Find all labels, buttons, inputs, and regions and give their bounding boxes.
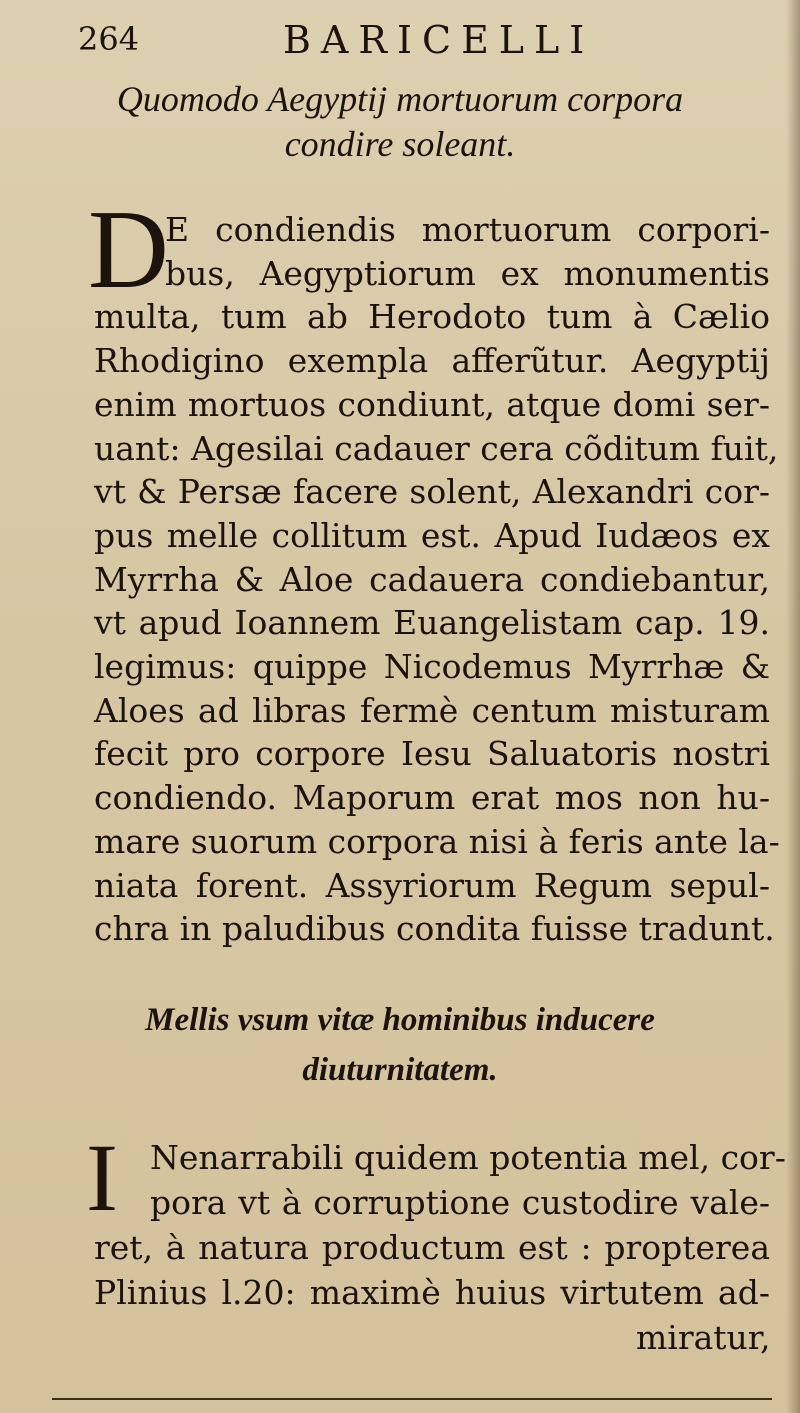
section-heading: Quomodo Aegyptij mortuorum corpora: [116, 79, 684, 119]
page-number: 264: [78, 20, 140, 58]
text-line: ret, à natura productum est : propterea: [94, 1228, 770, 1267]
running-head: [78, 14, 698, 64]
text-line: Nenarrabili quidem potentia mel, cor-: [150, 1138, 786, 1177]
text-line: vt apud Ioannem Euangelistam cap. 19.: [94, 603, 770, 643]
text-line: pus melle collitum est. Apud Iudæos ex: [94, 515, 770, 555]
drop-cap: I: [86, 1124, 118, 1231]
text-line: miratur,: [636, 1318, 771, 1357]
section-heading: Mellis vsum vitæ hominibus inducere: [145, 1002, 655, 1038]
text-line: condiendo. Maporum erat mos non hu-: [94, 778, 770, 818]
text-line: legimus: quippe Nicodemus Myrrhæ &: [94, 647, 770, 686]
text-line: pora vt à corruptione custodire vale-: [150, 1183, 770, 1222]
text-line: fecit pro corpore Iesu Saluatoris nostri: [94, 734, 770, 774]
text-line: mare suorum corpora nisi à feris ante la-: [94, 821, 780, 861]
text-line: Aloes ad libras fermè centum misturam: [94, 690, 770, 730]
text-line: enim mortuos condiunt, atque domi ser-: [94, 384, 770, 424]
text-line: multa, tum ab Herodoto tum à Cælio: [94, 297, 770, 337]
text-line: Rhodigino exempla afferũtur. Aegyptij: [94, 341, 770, 381]
text-line: vt & Persæ facere solent, Alexandri cor-: [94, 472, 770, 512]
text-line: niata forent. Assyriorum Regum sepul-: [94, 865, 770, 905]
text-line: Myrrha & Aloe cadauera condiebantur,: [94, 559, 770, 599]
text-line: chra in paludibus condita fuisse tradunt.: [94, 909, 775, 949]
bottom-rule: [52, 1398, 772, 1400]
running-title: BARICELLI: [283, 18, 595, 62]
text-line: E condiendis mortuorum corpori-: [165, 210, 770, 249]
section-heading: diuturnitatem.: [302, 1052, 498, 1088]
section-heading: condire soleant.: [284, 124, 516, 164]
text-line: uant: Agesilai cadauer cera cõditum fuit,: [94, 428, 779, 468]
text-line: Plinius l.20: maximè huius virtutem ad-: [94, 1273, 770, 1312]
text-line: bus, Aegyptiorum ex monumentis: [165, 253, 770, 293]
drop-cap: D: [88, 188, 169, 312]
